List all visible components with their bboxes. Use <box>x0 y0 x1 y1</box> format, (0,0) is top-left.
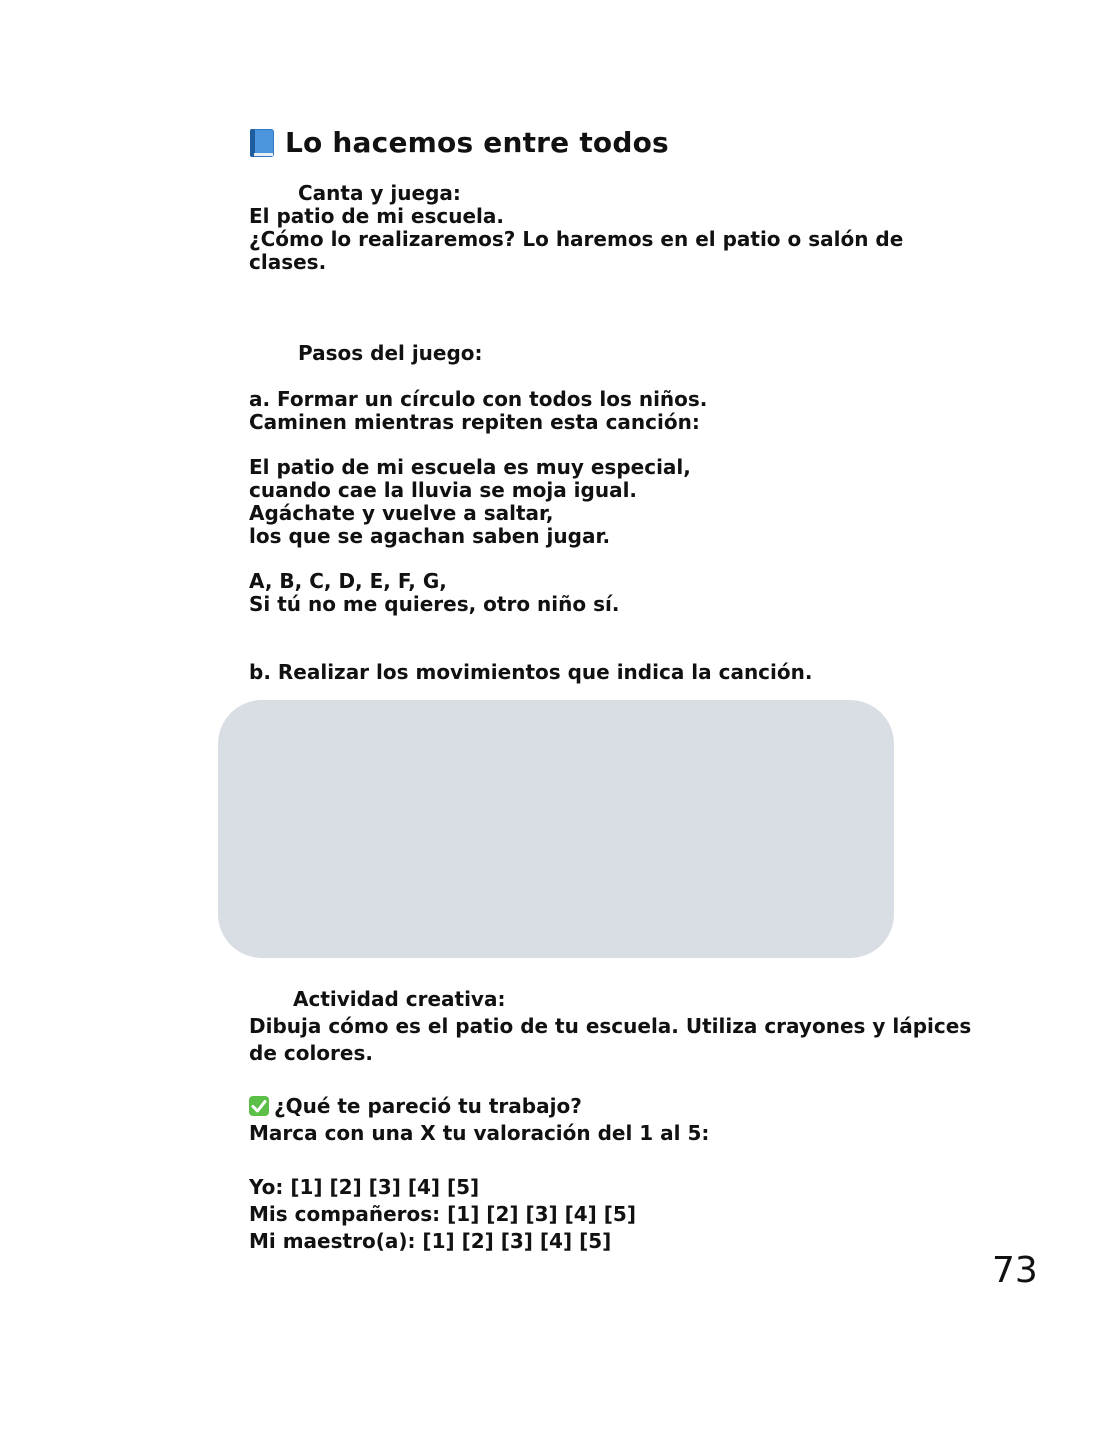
song-line: cuando cae la lluvia se moja igual. <box>249 478 638 502</box>
evaluation-question: ¿Qué te pareció tu trabajo? <box>274 1094 582 1118</box>
rating-row-self[interactable]: Yo: [1] [2] [3] [4] [5] <box>249 1175 480 1199</box>
evaluation-question-row <box>249 1095 582 1118</box>
intro-heading: Canta y juega: <box>298 181 461 205</box>
song-line: El patio de mi escuela es muy especial, <box>249 455 691 479</box>
page-title-row <box>249 126 669 159</box>
step-b-line: b. Realizar los movimientos que indica la canción. <box>249 660 813 684</box>
song-line: Agáchate y vuelve a saltar, <box>249 501 554 525</box>
page-title: Lo hacemos entre todos <box>285 126 669 159</box>
rating-row-teacher[interactable]: Mi maestro(a): [1] [2] [3] [4] [5] <box>249 1229 612 1253</box>
check-mark-icon <box>249 1096 269 1116</box>
song-line: A, B, C, D, E, F, G, <box>249 569 447 593</box>
image-placeholder <box>218 700 894 958</box>
rating-row-peers[interactable]: Mis compañeros: [1] [2] [3] [4] [5] <box>249 1202 636 1226</box>
intro-line: El patio de mi escuela. <box>249 204 504 228</box>
song-line: los que se agachan saben jugar. <box>249 524 611 548</box>
step-a-line: Caminen mientras repiten esta canción: <box>249 410 700 434</box>
activity-heading: Actividad creativa: <box>293 987 506 1011</box>
steps-heading: Pasos del juego: <box>298 341 483 365</box>
activity-line: Dibuja cómo es el patio de tu escuela. Utiliza crayones y lápices <box>249 1014 972 1038</box>
step-a-line: a. Formar un círculo con todos los niños. <box>249 387 708 411</box>
intro-line: clases. <box>249 250 327 274</box>
page-number: 73 <box>992 1250 1038 1291</box>
evaluation-instruction: Marca con una X tu valoración del 1 al 5: <box>249 1121 710 1145</box>
activity-line: de colores. <box>249 1041 373 1065</box>
intro-line: ¿Cómo lo realizaremos? Lo haremos en el patio o salón de <box>249 227 904 251</box>
song-line: Si tú no me quieres, otro niño sí. <box>249 592 620 616</box>
blue-book-icon <box>249 128 275 158</box>
